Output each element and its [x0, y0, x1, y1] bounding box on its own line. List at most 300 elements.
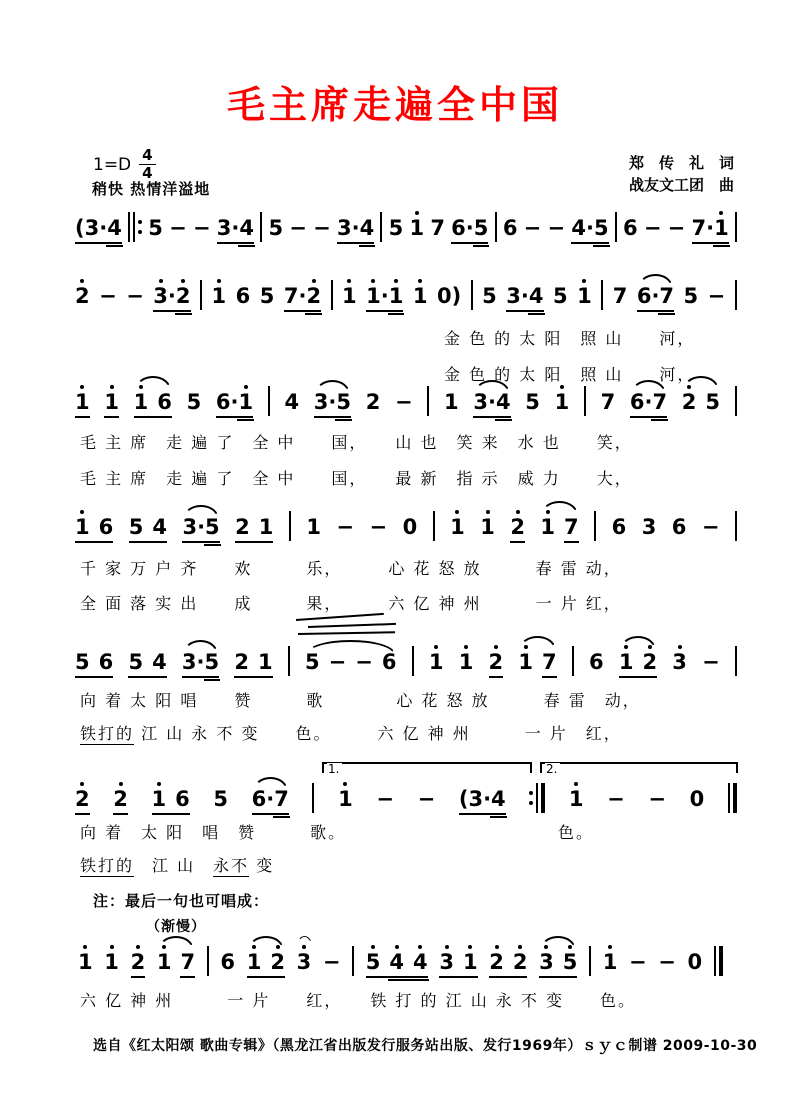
tempo-marking: 稍快 热情洋溢地: [92, 180, 211, 198]
note-cluster: [169, 218, 187, 244]
note-cluster: [113, 789, 128, 815]
note-digit: 5: [525, 390, 540, 414]
lyric-line: [80, 466, 633, 489]
note-cluster: [702, 652, 720, 678]
barline: [735, 509, 737, 543]
note-cluster: [668, 218, 686, 244]
note-digit: 3: [182, 515, 198, 539]
note-digit: 4: [360, 218, 375, 239]
note-digit: ·: [706, 216, 715, 240]
barline: [735, 278, 737, 312]
note-digit: 6: [629, 390, 645, 414]
note-cluster: [126, 286, 144, 312]
note-cluster: [366, 952, 428, 978]
eighth-underline: [542, 676, 557, 678]
note-cluster: [395, 392, 413, 418]
note-digit: 6: [98, 515, 114, 539]
octave-dot: [80, 510, 84, 514]
lyric-line: [80, 988, 636, 1011]
note-digit: ·: [585, 216, 594, 240]
note-cluster: [213, 789, 228, 815]
octave-dot: [110, 385, 114, 389]
note-cluster: [439, 952, 477, 978]
note-cluster: [148, 218, 163, 244]
note-digit: 5: [305, 650, 320, 674]
note-digit: −: [707, 284, 726, 308]
final-barline: [714, 944, 723, 978]
note-cluster: [313, 218, 331, 244]
note-digit: 2: [234, 650, 249, 674]
note-digit: −: [658, 950, 676, 974]
repeat-start-barline: [128, 210, 142, 244]
note-digit: 5: [683, 284, 699, 308]
note-cluster: [370, 517, 388, 543]
note-cluster: [489, 952, 527, 978]
note-cluster: [451, 218, 488, 244]
note-digit: ·: [197, 515, 206, 539]
composer-credit: 战友文工团 曲: [628, 176, 734, 194]
note-digit: 5: [75, 650, 90, 674]
crescendo-line: [308, 623, 396, 628]
note-cluster: [589, 652, 604, 678]
note-digit: 1: [157, 952, 172, 973]
note-cluster: [539, 952, 577, 978]
note-digit: ·: [651, 284, 660, 308]
lyric-line: [80, 820, 346, 843]
note-digit: 1: [247, 952, 262, 973]
barline: [331, 278, 333, 312]
notation-line: [78, 944, 723, 978]
volta-label: 2.: [545, 763, 560, 775]
octave-dot: [395, 945, 399, 949]
octave-dot: [434, 645, 438, 649]
note-digit: 2: [642, 652, 657, 673]
barline: [268, 384, 270, 418]
lyric-line: [80, 556, 622, 579]
note-cluster: [153, 286, 190, 312]
note-digit: (: [458, 787, 469, 811]
note-digit: ·: [328, 390, 337, 414]
sixteenth-underline: [412, 979, 429, 981]
note-cluster: [429, 652, 444, 678]
barline: [495, 210, 497, 244]
note-digit: 6: [589, 650, 604, 674]
crescendo-line: [296, 613, 384, 621]
note-digit: 6: [636, 284, 652, 308]
final-barline: [728, 781, 737, 815]
note-cluster: [569, 789, 584, 815]
note-digit: −: [523, 216, 542, 240]
note-cluster: [672, 517, 687, 543]
octave-dot: [80, 279, 84, 283]
notation-line: [75, 210, 737, 244]
note-digit: 1: [366, 286, 381, 307]
note-cluster: [134, 392, 172, 418]
octave-dot: [455, 510, 459, 514]
slur-arc: [540, 936, 576, 950]
slur-arc: [183, 640, 218, 654]
slur-arc: [158, 936, 194, 950]
octave-dot: [486, 510, 490, 514]
note-digit: 5: [366, 952, 381, 973]
note-cluster: [630, 392, 667, 418]
note-digit: 2: [513, 952, 528, 973]
note-cluster: [482, 286, 497, 312]
note-cluster: [75, 286, 90, 312]
note-digit: 7: [180, 952, 195, 973]
note-digit: 5: [259, 284, 275, 308]
note-digit: −: [417, 787, 436, 811]
octave-dot: [157, 782, 161, 786]
note-digit: 3: [539, 952, 554, 973]
lyric-segment: 毛 主 席 走 遍 了 全 中 国， 最 新 指 示 威 力 大，: [80, 469, 633, 488]
note-digit: −: [169, 216, 187, 240]
octave-dot: [560, 385, 564, 389]
note-cluster: [366, 392, 381, 418]
note-cluster: [629, 952, 647, 978]
octave-dot: [159, 279, 163, 283]
octave-dot: [495, 945, 499, 949]
octave-dot: [494, 645, 498, 649]
octave-dot: [181, 279, 185, 283]
note-cluster: [78, 952, 93, 978]
note-cluster: [314, 392, 351, 418]
note-cluster: [336, 517, 354, 543]
note-cluster: [128, 652, 166, 678]
note-digit: 1: [75, 517, 90, 538]
note-cluster: [430, 218, 445, 244]
note-cluster: [75, 218, 122, 244]
sixteenth-underline: [305, 313, 322, 315]
octave-dot: [244, 385, 248, 389]
note-digit: 5: [474, 218, 489, 239]
octave-dot: [415, 211, 419, 215]
note-digit: 3: [84, 216, 100, 240]
slur-arc: [248, 936, 284, 950]
note-digit: −: [702, 650, 720, 674]
notation-line: [75, 509, 737, 543]
sixteenth-underline: [593, 245, 610, 247]
note-cluster: [644, 218, 662, 244]
note-digit: 6: [157, 390, 172, 414]
note-digit: 5: [186, 390, 202, 414]
sixteenth-underline: [658, 313, 675, 315]
note-digit: 1: [104, 952, 119, 973]
note-digit: 6: [671, 515, 687, 539]
note-cluster: [607, 789, 625, 815]
note-cluster: [540, 517, 578, 543]
note-digit: 2: [510, 517, 525, 538]
note-digit: 2: [235, 515, 250, 539]
note-digit: 7: [691, 216, 707, 240]
barline: [412, 644, 414, 678]
barline: [380, 210, 382, 244]
note-digit: 3: [641, 515, 657, 539]
time-signature: [139, 148, 155, 181]
note-cluster: [510, 517, 525, 543]
note-digit: 1: [104, 392, 119, 413]
lyric-line: [80, 591, 622, 614]
key-label: 1=D: [93, 154, 132, 175]
alternate-ending-note: 注：最后一句也可唱成：: [93, 892, 270, 910]
note-cluster: [99, 286, 117, 312]
lyric-segment: 江 山: [134, 856, 214, 875]
note-cluster: [182, 652, 219, 678]
note-digit: 7: [274, 789, 289, 810]
note-digit: 4: [496, 392, 511, 413]
note-digit: −: [336, 515, 355, 539]
sixteenth-underline: [175, 313, 192, 315]
lyric-segment: 金 色 的 太 阳 照 山 河，: [444, 329, 696, 348]
fermata-arc: [297, 936, 312, 946]
note-digit: −: [701, 515, 720, 539]
volta-bracket-2: [540, 762, 738, 776]
note-digit: 3: [153, 286, 168, 307]
lyric-segment: 江 山 永 不 变 色。 六 亿 神 州 一 片 红，: [134, 724, 622, 743]
note-digit: 3: [506, 284, 521, 308]
octave-dot: [347, 279, 351, 283]
note-cluster: [376, 789, 394, 815]
note-digit: 6: [220, 950, 236, 974]
barline: [584, 384, 586, 418]
note-digit: 1: [459, 652, 474, 673]
note-digit: 5: [128, 515, 144, 539]
octave-dot: [371, 945, 375, 949]
octave-dot: [468, 945, 472, 949]
lyric-segment: 毛 主 席 走 遍 了 全 中 国， 山 也 笑 来 水 也 笑，: [80, 433, 633, 452]
note-cluster: [338, 789, 353, 815]
octave-dot: [136, 945, 140, 949]
note-digit: 7: [542, 652, 557, 673]
note-digit: 1: [555, 392, 570, 413]
sixteenth-underline: [388, 313, 405, 315]
note-digit: ·: [230, 390, 239, 414]
slur-arc: [315, 380, 350, 394]
note-cluster: [306, 517, 321, 543]
note-cluster: [260, 286, 275, 312]
note-cluster: [212, 286, 227, 312]
note-cluster: [187, 392, 202, 418]
note-cluster: [548, 218, 566, 244]
note-digit: ·: [465, 216, 474, 240]
note-digit: 0: [402, 515, 418, 539]
note-cluster: [637, 286, 674, 312]
note-digit: 3: [468, 787, 484, 811]
note-cluster: [252, 789, 289, 815]
rallentando-marking: （渐慢）: [146, 919, 206, 935]
note-digit: 1: [463, 952, 478, 973]
note-cluster: [601, 392, 616, 418]
note-cluster: [409, 218, 424, 244]
note-digit: 1: [342, 286, 357, 307]
note-digit: 3: [336, 216, 352, 240]
lyric-underlined-segment: 铁打的: [80, 724, 135, 743]
note-digit: 7: [430, 216, 445, 240]
notation-line: [75, 384, 737, 418]
lyric-underlined-segment: 永不: [213, 856, 250, 875]
octave-dot: [418, 945, 422, 949]
note-cluster: [518, 652, 556, 678]
note-digit: 6: [235, 284, 251, 308]
note-digit: 1: [619, 652, 634, 673]
lyric-line: [558, 820, 594, 843]
note-digit: 2: [75, 789, 90, 810]
note-digit: ·: [380, 284, 389, 308]
octave-dot: [80, 782, 84, 786]
lyric-segment: 千 家 万 户 齐 欢 乐， 心 花 怒 放 春 雷 动，: [80, 559, 622, 578]
sixteenth-underline: [204, 679, 221, 681]
credits: [618, 152, 734, 196]
note-digit: 2: [176, 286, 191, 307]
slur-arc: [306, 640, 395, 654]
note-cluster: [623, 218, 638, 244]
note-cluster: [104, 952, 119, 978]
note-cluster: [684, 286, 699, 312]
note-digit: −: [313, 216, 331, 240]
note-cluster: [75, 517, 113, 543]
note-cluster: [366, 286, 403, 312]
sixteenth-underline: [651, 419, 668, 421]
note-digit: 5: [268, 216, 284, 240]
key-signature: [93, 148, 156, 181]
note-digit: 1: [134, 392, 149, 413]
volta-bracket-1: [322, 762, 532, 776]
note-cluster: [603, 952, 618, 978]
barline: [289, 509, 291, 543]
note-digit: 2: [113, 789, 128, 810]
note-digit: −: [369, 515, 388, 539]
barline: [471, 278, 473, 312]
note-digit: 6: [451, 216, 466, 240]
note-digit: 2: [365, 390, 381, 414]
note-cluster: [75, 789, 90, 815]
source-footer: [93, 1034, 757, 1055]
note-cluster: [672, 652, 687, 678]
note-digit: ·: [483, 787, 492, 811]
note-digit: 3: [672, 652, 687, 673]
note-cluster: [692, 218, 729, 244]
octave-dot: [518, 945, 522, 949]
barline: [427, 384, 429, 418]
note-digit: 5: [213, 787, 228, 811]
note-cluster: [75, 652, 113, 678]
lyric-segment: 向 着 太 阳 唱 赞 歌。: [80, 823, 347, 842]
note-digit: 2: [489, 952, 504, 973]
sixteenth-underline: [106, 245, 123, 247]
note-digit: 5: [594, 218, 609, 239]
note-digit: 1: [212, 286, 227, 307]
note-digit: 6: [623, 216, 638, 240]
lyric-line: [444, 326, 695, 349]
note-digit: 5: [553, 284, 568, 308]
engraving-date: 制谱 2009-10-30: [628, 1038, 758, 1054]
note-digit: 1: [413, 286, 428, 307]
octave-dot: [80, 385, 84, 389]
sixteenth-underline: [713, 245, 730, 247]
note-digit: 3: [473, 390, 488, 414]
note-digit: 4: [571, 216, 586, 240]
note-cluster: [323, 952, 341, 978]
note-cluster: [506, 286, 543, 312]
note-digit: ): [451, 284, 462, 308]
note-digit: 4: [107, 218, 122, 239]
note-digit: 1: [257, 650, 273, 674]
lyric-segment: 六 亿 神 州 一 片 红， 铁 打 的 江 山 永 不 变 色。: [80, 991, 636, 1010]
note-digit: ·: [520, 284, 529, 308]
note-digit: 1: [75, 392, 90, 413]
note-digit: −: [322, 950, 341, 974]
note-digit: 5: [148, 216, 163, 240]
source-text: 选自《红太阳颂 歌曲专辑》（黑龙江省出版发行服务站出版、发行1969年）: [93, 1038, 582, 1054]
note-cluster: [418, 789, 436, 815]
octave-dot: [312, 279, 316, 283]
note-digit: 2: [682, 392, 697, 413]
octave-dot: [110, 945, 114, 949]
octave-dot: [83, 945, 87, 949]
eighth-underline: [180, 976, 195, 978]
note-digit: −: [648, 787, 667, 811]
engraver-signature: ｓｙｃ: [581, 1036, 629, 1054]
note-cluster: [129, 517, 167, 543]
lyricist-credit: 郑 传 礼 词: [628, 154, 734, 172]
barline: [200, 278, 202, 312]
song-title: 毛主席走遍全中国: [226, 82, 563, 127]
lyric-segment: 向 着 太 阳 唱 赞 歌 心 花 怒 放 春 雷 动，: [80, 691, 641, 710]
note-digit: 6: [251, 787, 267, 811]
note-digit: 7: [600, 390, 616, 414]
note-digit: 6: [502, 216, 518, 240]
note-digit: 7: [283, 284, 299, 308]
note-digit: 7: [652, 392, 667, 413]
barline: [572, 644, 574, 678]
octave-dot: [678, 645, 682, 649]
note-cluster: [236, 286, 251, 312]
note-digit: 1: [258, 515, 274, 539]
note-digit: 0: [689, 787, 705, 811]
note-digit: (: [75, 216, 85, 240]
note-digit: −: [376, 787, 394, 811]
note-digit: 3: [297, 952, 312, 973]
note-digit: 6: [98, 650, 114, 674]
note-digit: 7: [564, 517, 579, 538]
note-cluster: [389, 218, 404, 244]
sixteenth-underline: [237, 419, 254, 421]
note-digit: −: [607, 787, 625, 811]
note-digit: −: [667, 216, 686, 240]
note-digit: 6: [381, 650, 397, 674]
note-cluster: [473, 392, 510, 418]
note-digit: 2: [306, 286, 321, 307]
sixteenth-underline: [238, 245, 255, 247]
barline: [615, 210, 617, 244]
note-digit: 1: [78, 952, 93, 973]
barline: [207, 944, 209, 978]
note-cluster: [702, 517, 720, 543]
barline: [433, 509, 435, 543]
lyric-segment: 色。: [558, 823, 595, 842]
note-digit: 3: [181, 650, 197, 674]
note-cluster: [708, 286, 726, 312]
note-cluster: [157, 952, 195, 978]
note-digit: 6: [611, 515, 627, 539]
octave-dot: [343, 782, 347, 786]
note-digit: 1: [540, 517, 555, 538]
barline: [260, 210, 262, 244]
note-cluster: [459, 789, 506, 815]
note-cluster: [152, 789, 190, 815]
note-digit: 6: [215, 390, 231, 414]
note-digit: 2: [489, 652, 504, 673]
